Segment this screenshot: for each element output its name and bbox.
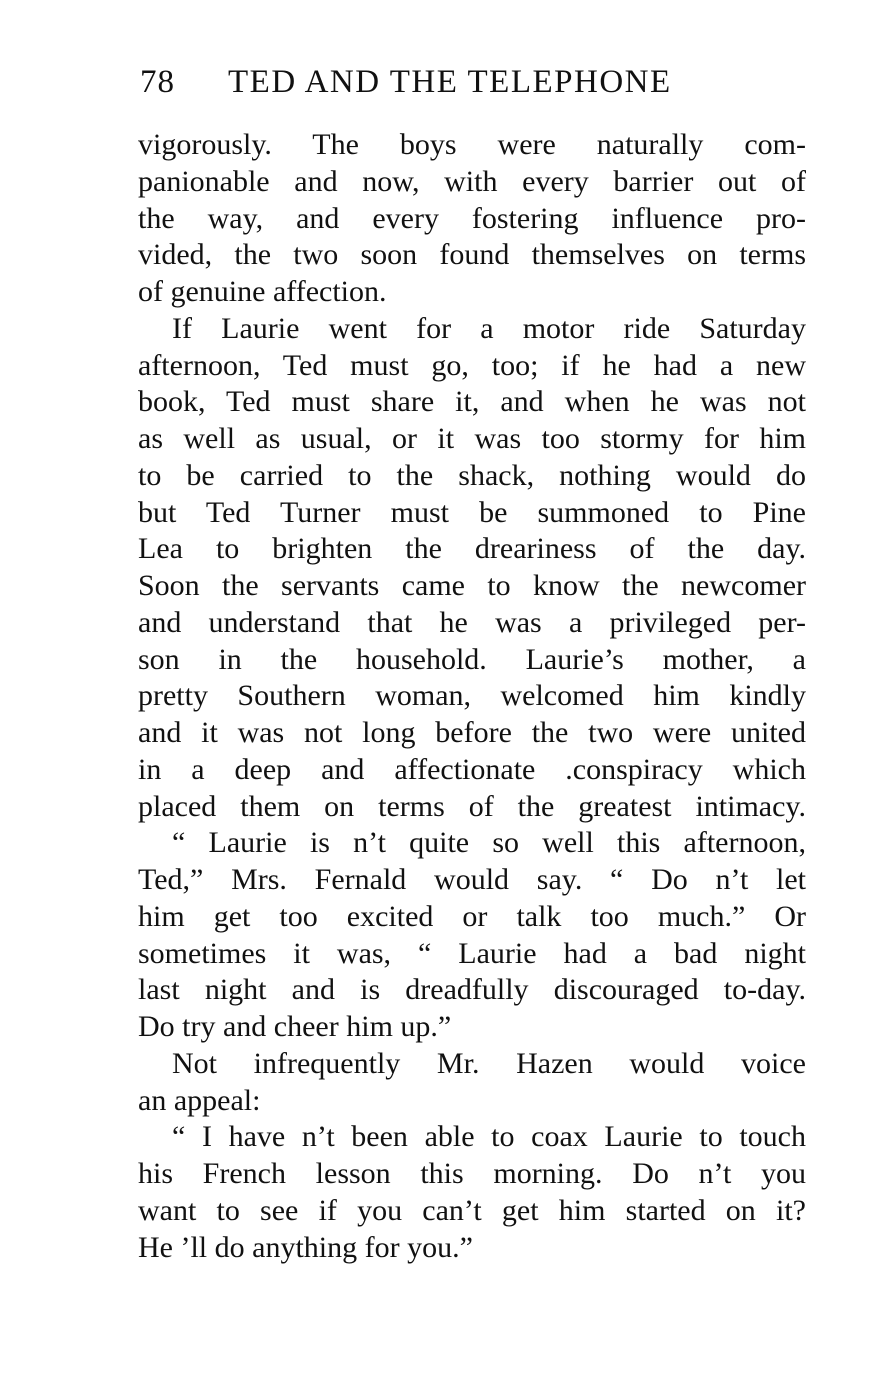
text-line: panionable and now, with every barrier out of [138, 164, 806, 198]
text-line: Soon the servants came to know the newcomer [138, 569, 806, 602]
text-line: as well as usual, or it was too stormy for him [138, 422, 806, 455]
text-line: son in the household. Laurie’s mother, a [138, 642, 806, 676]
text-line: want to see if you can’t get him started on it? [138, 1193, 806, 1227]
text-line: “ Laurie is n’t quite so well this afternoon, [172, 826, 806, 860]
text-line: him get too excited or talk too much.” Or [138, 899, 806, 933]
text-line: an appeal: [138, 1083, 261, 1117]
text-line: afternoon, Ted must go, too; if he had a new [138, 348, 806, 382]
text-line: and understand that he was a privileged per- [138, 605, 806, 639]
text-line: book, Ted must share it, and when he was not [138, 385, 806, 419]
running-title: TED AND THE TELEPHONE [228, 64, 672, 100]
running-head [140, 60, 804, 104]
text-line: his French lesson this morning. Do n’t you [138, 1157, 806, 1190]
text-line: Not infrequently Mr. Hazen would voice [172, 1046, 806, 1080]
text-line: in a deep and affectionate .conspiracy which [138, 752, 806, 786]
text-line: vided, the two soon found themselves on terms [138, 238, 806, 272]
text-line: “ I have n’t been able to coax Laurie to touch [172, 1120, 806, 1154]
text-line: placed them on terms of the greatest intimacy. [138, 789, 806, 823]
text-line: the way, and every fostering influence pro- [138, 201, 806, 235]
text-line: but Ted Turner must be summoned to Pine [138, 495, 806, 529]
text-line: He ’ll do anything for you.” [138, 1230, 473, 1264]
text-line: to be carried to the shack, nothing would do [138, 458, 806, 492]
text-line: of genuine affection. [138, 275, 387, 308]
text-line: and it was not long before the two were united [138, 716, 806, 749]
text-line: last night and is dreadfully discouraged to-day. [138, 973, 806, 1007]
text-line: sometimes it was, “ Laurie had a bad night [138, 936, 806, 970]
text-line: Lea to brighten the dreariness of the day. [138, 532, 806, 566]
text-line: Ted,” Mrs. Fernald would say. “ Do n’t let [138, 863, 806, 896]
text-line: Do try and cheer him up.” [138, 1010, 452, 1043]
body-text [138, 127, 806, 1266]
text-line: pretty Southern woman, welcomed him kindly [138, 679, 806, 713]
text-line: vigorously. The boys were naturally com- [138, 128, 806, 161]
text-line: If Laurie went for a motor ride Saturday [172, 311, 806, 345]
page-number: 78 [140, 64, 175, 100]
